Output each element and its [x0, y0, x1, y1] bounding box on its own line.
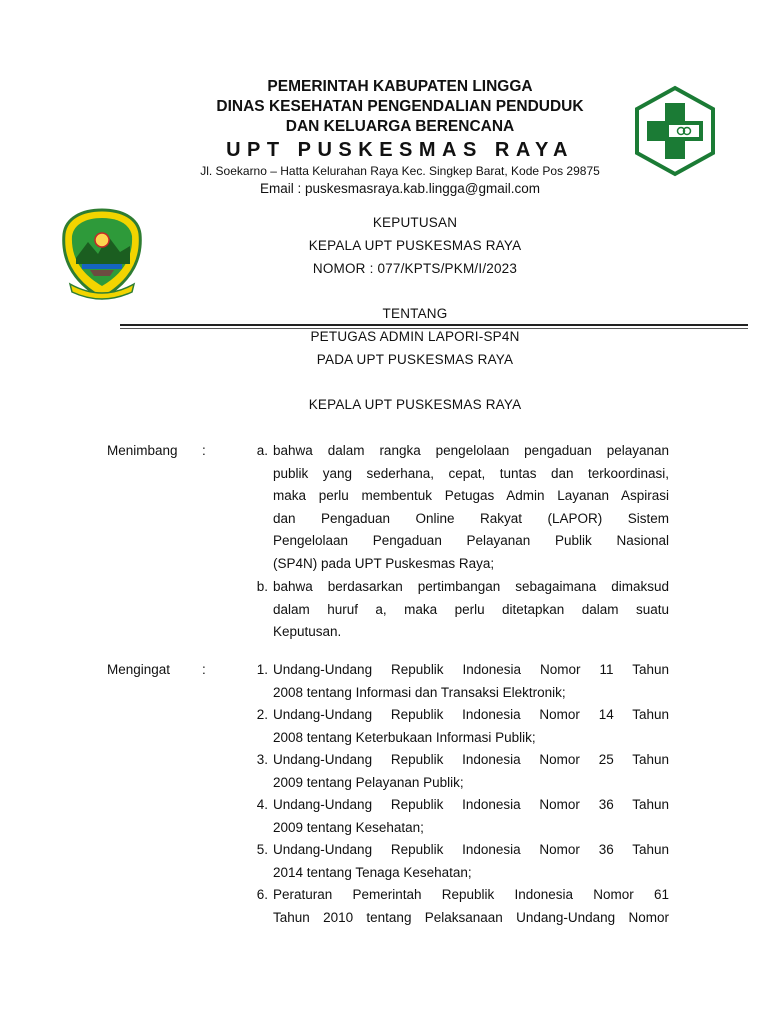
decision-signer: KEPALA UPT PUSKESMAS RAYA [308, 397, 522, 412]
decision-subject-line1: PETUGAS ADMIN LAPORI-SP4N [310, 329, 520, 344]
header-agency-cont: DAN KELUARGA BERENCANA [285, 118, 515, 135]
mengingat-colon: : [202, 662, 206, 677]
text-line: Pengelolaan Pengaduan Pelayanan Publik Nasional [273, 533, 669, 549]
text-line: Undang-Undang Republik Indonesia Nomor 36 Tahun [273, 797, 669, 812]
text-line: 2009 tentang Kesehatan; [273, 819, 424, 835]
header-rule [120, 324, 748, 326]
menimbang-label: Menimbang [107, 443, 178, 458]
decision-issuer: KEPALA UPT PUSKESMAS RAYA [308, 238, 522, 253]
menimbang-item-marker: b. [256, 579, 268, 594]
text-line: 2008 tentang Informasi dan Transaksi Elektronik; [273, 684, 566, 700]
header-email: Email : puskesmasraya.kab.lingga@gmail.com [259, 181, 541, 196]
mengingat-item-marker: 4. [256, 797, 268, 812]
text-line: 2008 tentang Keterbukaan Informasi Publik; [273, 729, 536, 745]
mengingat-item-marker: 6. [256, 887, 268, 902]
mengingat-item-marker: 2. [256, 707, 268, 722]
mengingat-item-marker: 1. [256, 662, 268, 677]
text-line: 2014 tentang Tenaga Kesehatan; [273, 864, 472, 880]
decision-subject-line2: PADA UPT PUSKESMAS RAYA [316, 352, 514, 367]
mengingat-label: Mengingat [107, 662, 171, 677]
header-title: UPT PUSKESMAS RAYA [226, 139, 574, 161]
decision-about: TENTANG [382, 306, 448, 321]
mengingat-item-marker: 3. [256, 752, 268, 767]
mengingat-item-2 [273, 704, 669, 749]
text-line: Undang-Undang Republik Indonesia Nomor 14 Tahun [273, 707, 669, 722]
mengingat-item-6 [273, 884, 669, 929]
kabupaten-lingga-seal [60, 206, 144, 302]
mengingat-item-4 [273, 794, 669, 839]
decision-heading: KEPUTUSAN [372, 215, 458, 230]
mengingat-item-marker: 5. [256, 842, 268, 857]
header-address: Jl. Soekarno – Hatta Kelurahan Raya Kec. Singkep Barat, Kode Pos 29875 [200, 164, 600, 178]
text-line: publik yang sederhana, cepat, tuntas dan terkoordinasi, [273, 465, 669, 481]
text-line: maka perlu membentuk Petugas Admin Layanan Aspirasi [273, 488, 669, 504]
mengingat-item-5 [273, 839, 669, 884]
decision-number: NOMOR : 077/KPTS/PKM/I/2023 [312, 261, 518, 276]
header-agency: DINAS KESEHATAN PENGENDALIAN PENDUDUK [216, 98, 584, 115]
text-line: Keputusan. [273, 624, 342, 640]
menimbang-item-marker: a. [256, 443, 268, 458]
text-line: 2009 tentang Pelayanan Publik; [273, 774, 464, 790]
text-line: dan Pengaduan Online Rakyat (LAPOR) Sistem [273, 510, 669, 526]
text-line: Undang-Undang Republik Indonesia Nomor 11 Tahun [273, 662, 669, 677]
mengingat-item-1 [273, 659, 669, 704]
text-line: bahwa dalam rangka pengelolaan pengaduan pelayanan [273, 443, 669, 458]
text-line: dalam huruf a, maka perlu ditetapkan dalam suatu [273, 601, 669, 617]
text-line: Undang-Undang Republik Indonesia Nomor 25 Tahun [273, 752, 669, 767]
text-line: Undang-Undang Republik Indonesia Nomor 36 Tahun [273, 842, 669, 857]
header-government: PEMERINTAH KABUPATEN LINGGA [267, 78, 533, 95]
menimbang-item-b [273, 576, 669, 644]
text-line: Tahun 2010 tentang Pelaksanaan Undang-Undang Nomor [273, 909, 669, 925]
menimbang-colon: : [202, 443, 206, 458]
text-line: bahwa berdasarkan pertimbangan sebagaimana dimaksud [273, 579, 669, 594]
menimbang-item-a [273, 440, 669, 576]
text-line: Peraturan Pemerintah Republik Indonesia Nomor 61 [273, 887, 669, 902]
mengingat-item-3 [273, 749, 669, 794]
text-line: (SP4N) pada UPT Puskesmas Raya; [273, 555, 495, 571]
